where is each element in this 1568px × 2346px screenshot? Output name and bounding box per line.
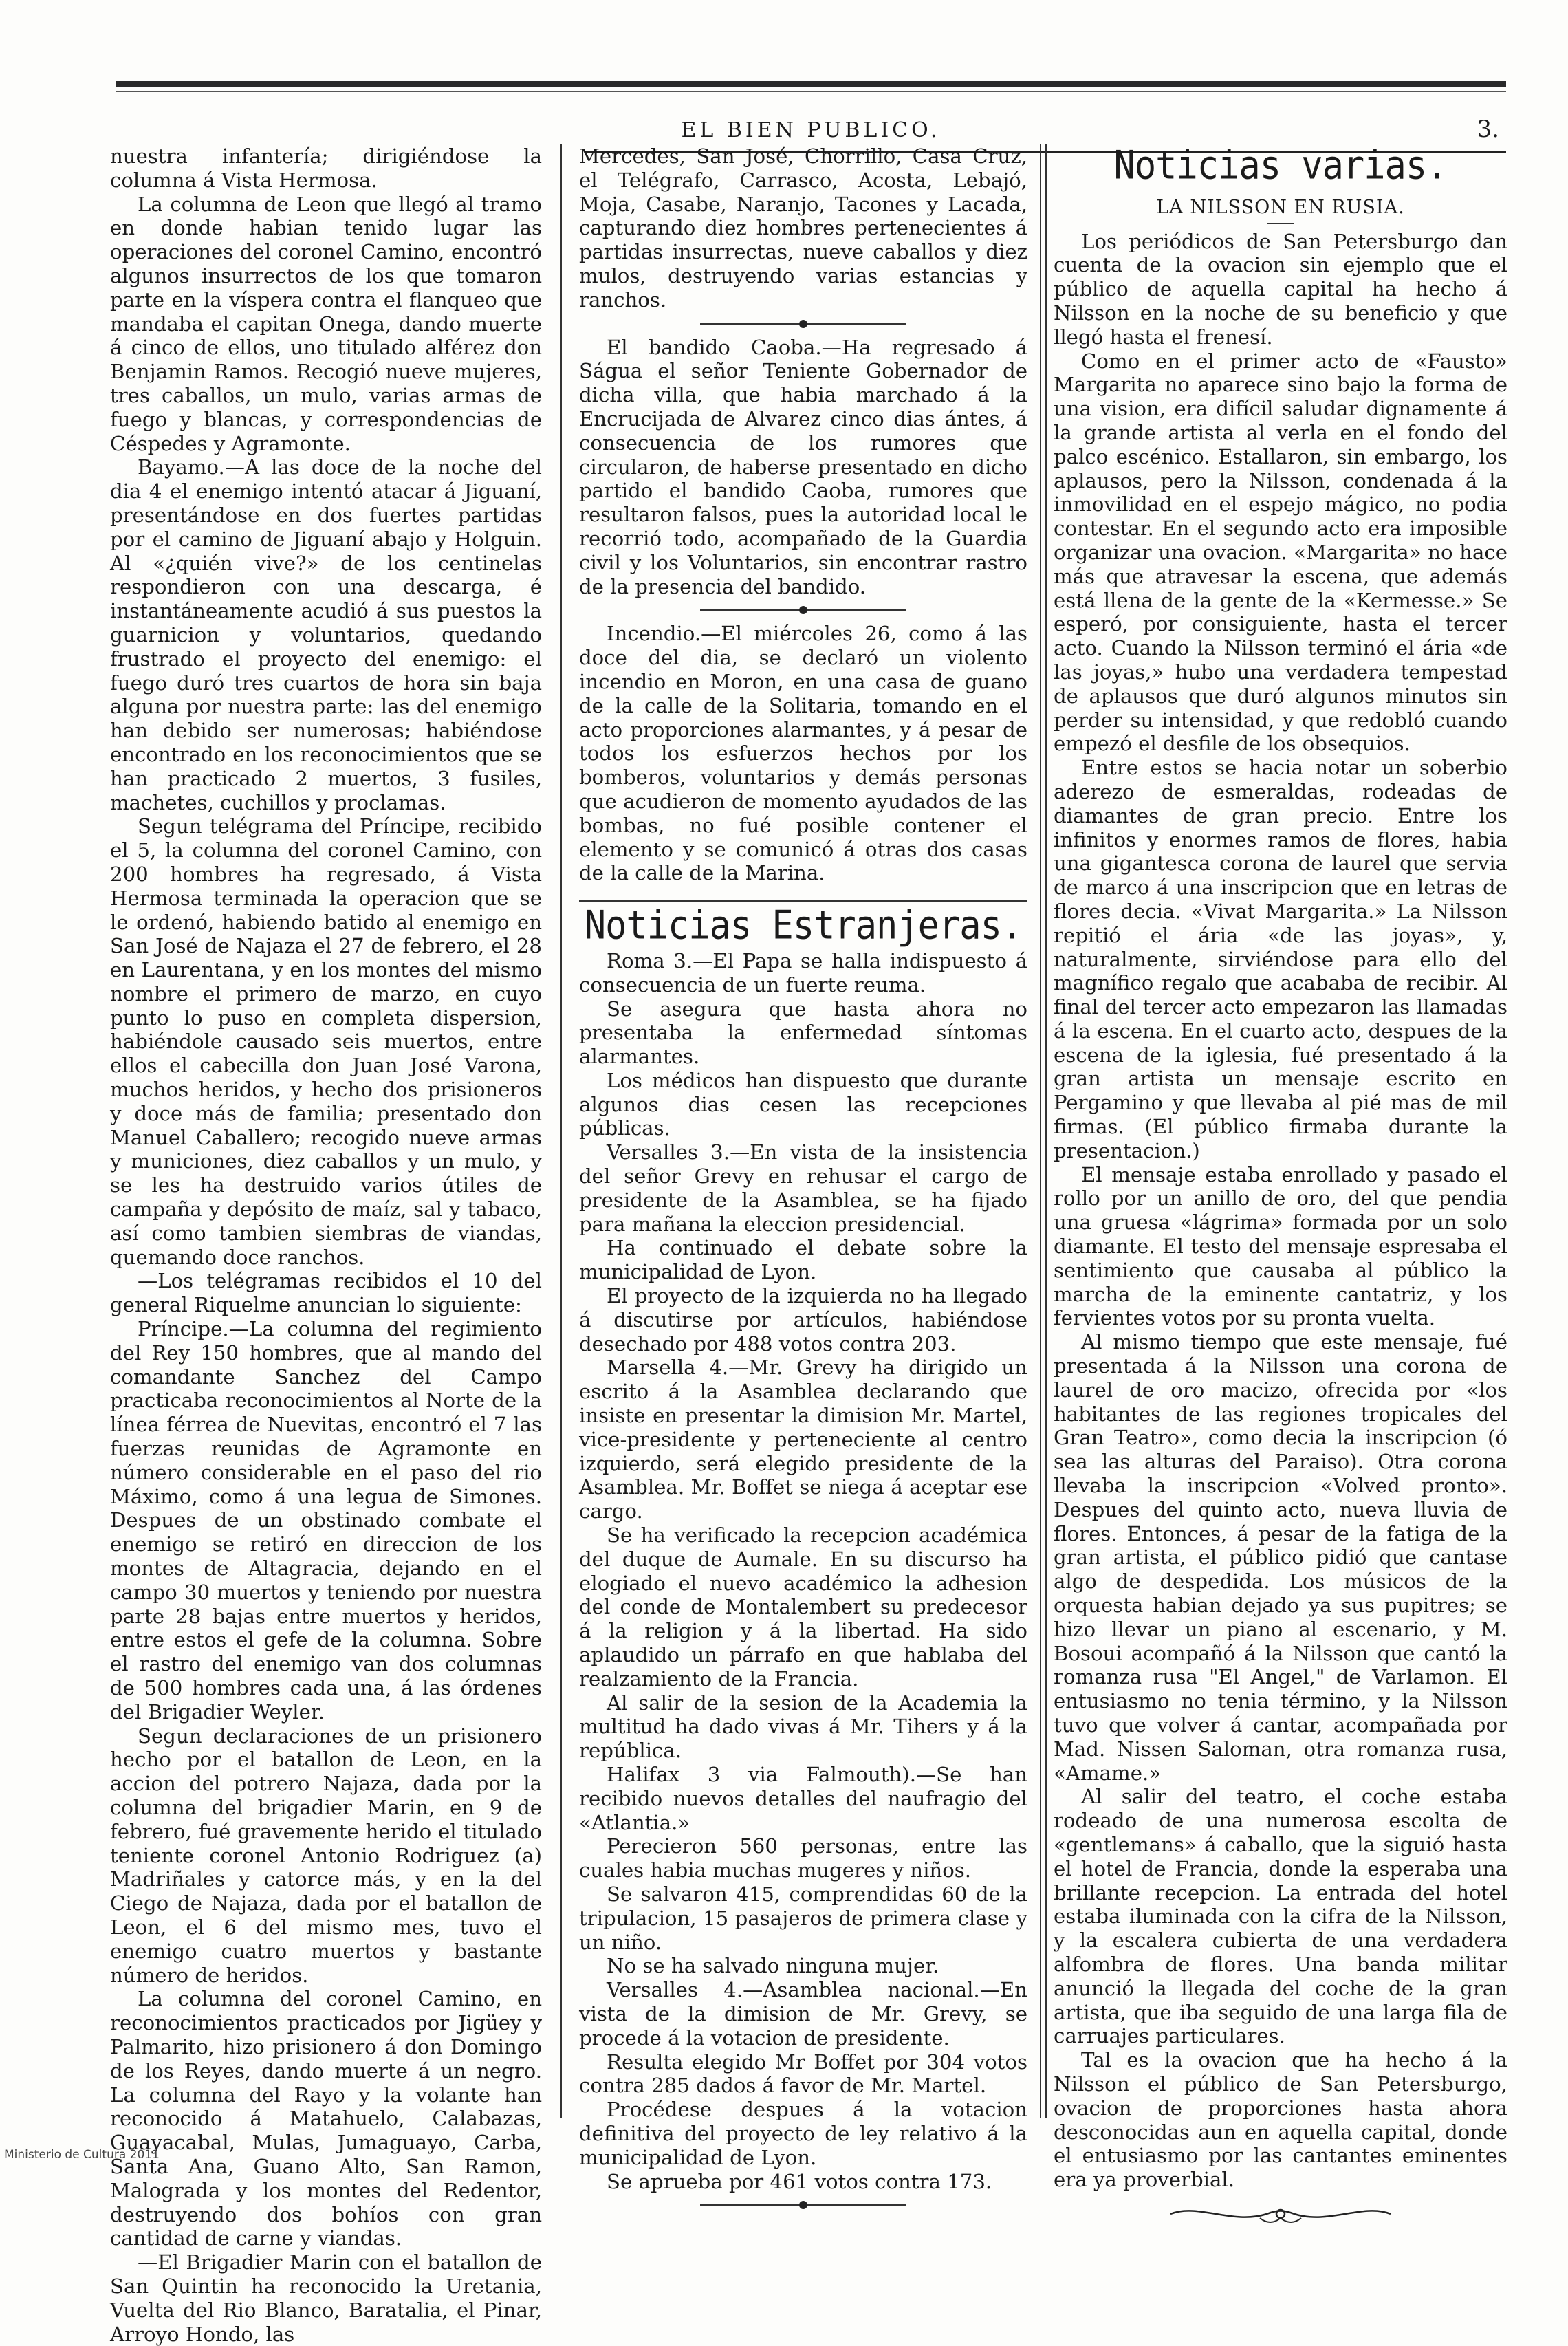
article-paragraph: La columna del coronel Camino, en reconocimientos practicados por Jigüey y Palmarito, hizo prisionero á don Domingo de los Reyes, dando muerte á un negro. La columna del Rayo y la volante han reconocido á Matahuelo, Calabazas, Guayacabal, Mulas, Jumaguayo, Carba, Santa Ana, Guano Alto, San Ramon, Malograda y los montes del Redentor, destruyendo dos bohíos con gran cantidad de carne y viandas. (110, 1987, 542, 2250)
section-heading-foreign-news: Noticias Estranjeras. (584, 903, 1023, 949)
article-paragraph: Se asegura que hasta ahora no presentaba la enfermedad síntomas alarmantes. (579, 997, 1027, 1069)
article-paragraph: Los periódicos de San Petersburgo dan cuenta de la ovacion sin ejemplo que el público de aquella capital ha hecho á Nilsson en la noche de su beneficio y que llegó hasta el frenesí. (1054, 229, 1507, 349)
ornamental-separator (579, 598, 1027, 622)
top-thin-rule (116, 91, 1506, 92)
article-paragraph: Al mismo tiempo que este mensaje, fué presentada á la Nilsson una corona de laurel de oro macizo, ofrecida por «los habitantes de las regiones tropicales del Gran Teatro», como decia la inscripcion (ó sea las alturas del Paraiso). Otra corona llevaba la inscripcion «Volved pronto». Despues del quinto acto, nueva lluvia de flores. Entonces, á pesar de la fatiga de la gran artista, el público pidió que cantase algo de despedida. Los músicos de la orquesta habian dejado ya sus pupitres; se hizo llevar un piano al escenario, y M. Bosoui acompañó á la Nilsson que cantó la romanza rusa "El Angel," de Varlamon. El entusiasmo no tenia término, y la Nilsson tuvo que volver á cantar, acompañada por Mad. Nissen Saloman, otra romanza rusa, «Amame.» (1054, 1330, 1507, 1785)
article-paragraph: Mercedes, San José, Chorrillo, Casa Cruz, el Telégrafo, Carrasco, Acosta, Lebajó, Moja, Casabe, Naranjo, Tacones y Lacada, capturando diez hombres pertenecientes á partidas insurrectas, nueve caballos y diez mulos, destruyendo varias estancias y ranchos. (579, 144, 1027, 312)
footer-credit: Ministerio de Cultura 2011 (4, 2148, 160, 2162)
section-heading-various-news: Noticias varias. (1113, 142, 1448, 188)
column-3 (1054, 144, 1507, 2233)
ornamental-separator (579, 2193, 1027, 2217)
article-paragraph: nuestra infantería; dirigiéndose la columna á Vista Hermosa. (110, 144, 542, 192)
article-paragraph: —El Brigadier Marin con el batallon de San Quintin ha reconocido la Uretania, Vuelta del Rio Blanco, Baratalia, el Pinar, Arroyo Hondo, las (110, 2250, 542, 2346)
article-paragraph: Segun telégrama del Príncipe, recibido el 5, la columna del coronel Camino, con 200 hombres ha regresado, á Vista Hermosa terminada la operacion que se le ordenó, habiendo batido al enemigo en San José de Najaza el 27 de febrero, el 28 en Laurentana, y en los montes del mismo nombre el primero de marzo, en cuyo punto lo puso en completa dispersion, habiéndole causado seis muertos, entre ellos el cabecilla don Juan José Varona, muchos heridos, y hecho dos prisioneros y doce más de familia; presentado don Manuel Caballero; recogido nueve armas y municiones, diez caballos y un mulo, y se les ha destruido varios útiles de campaña y depósito de maíz, sal y tabaco, así como tambien siembras de viandas, quemando doce ranchos. (110, 814, 542, 1269)
article-paragraph: Roma 3.—El Papa se halla indispuesto á consecuencia de un fuerte reuma. (579, 948, 1027, 997)
article-paragraph: Segun declaraciones de un prisionero hecho por el batallon de Leon, en la accion del potrero Najaza, dada por la columna del brigadier Marin, en 9 de febrero, fué gravemente herido el titulado teniente coronel Antonio Rodriguez (a) Madriñales y catorce más, y en la del Ciego de Najaza, dada por el batallon de Leon, el 6 del mismo mes, tuvo el enemigo cuatro muertos y bastante número de heridos. (110, 1724, 542, 1987)
article-paragraph: Al salir del teatro, el coche estaba rodeado de una numerosa escolta de «gentlemans» á caballo, que la siguió hasta el hotel de Francia, donde la esperaba una brillante recepcion. La entrada del hotel estaba iluminada con la cifra de la Nilsson, y la escalera cubierta de una verdadera alfombra de flores. Una banda militar anunció la llegada del coche de la gran artista, que iba seguido de una larga fila de carruajes particulares. (1054, 1785, 1507, 2048)
article-paragraph: Tal es la ovacion que ha hecho á la Nilsson el público de San Petersburgo, ovacion de proporciones hasta ahora desconocidas aun en aquella capital, donde el entusiasmo por las cantantes eminentes era ya proverbial. (1054, 2048, 1507, 2192)
top-double-rule (116, 81, 1506, 87)
article-paragraph: Los médicos han dispuesto que durante algunos dias cesen las recepciones públicas. (579, 1068, 1027, 1140)
article-paragraph: Marsella 4.—Mr. Grevy ha dirigido un escrito á la Asamblea declarando que insiste en presentar la dimision Mr. Martel, vice-presidente y perteneciente al centro izquierdo, será elegido presidente de la Asamblea. Mr. Boffet se niega á aceptar ese cargo. (579, 1356, 1027, 1523)
article-subheading: LA NILSSON EN RUSIA. (1156, 196, 1405, 218)
article-paragraph: Al salir de la sesion de la Academia la multitud ha dado vivas á Mr. Tihers y á la república. (579, 1691, 1027, 1763)
flourish-icon (1157, 2200, 1404, 2228)
article-paragraph: Entre estos se hacia notar un soberbio aderezo de esmeraldas, rodeadas de diamantes de gran precio. Entre los infinitos y enormes ramos de flores, habia una gigantesca corona de laurel que servia de marco á una inscripcion que en letras de flores decia. «Vivat Margarita.» La Nilsson repitió el ária «de las joyas», y, naturalmente, sirviéndose para ello del magnífico regalo que acababa de recibir. Al final del tercer acto empezaron las llamadas á la escena. En el cuarto acto, despues de la escena de la iglesia, fué presentado á la gran artista un mensaje escrito en Pergamino y que llevaba al pié mas de mil firmas. (El público firmaba durante la presentacion.) (1054, 756, 1507, 1162)
article-paragraph: Como en el primer acto de «Fausto» Margarita no aparece sino bajo la forma de una vision, era difícil saludar dignamente á la grande artista al verla en el fondo del palco escénico. Estallaron, sin embargo, los aplausos, pero la Nilsson, condenada á la inmovilidad en el espejo mágico, no podia contestar. En el segundo acto era imposible organizar una ovacion. «Margarita» no hace más que atravesar la escena, que además está llena de la gente de la «Kermesse.» Se esperó, por consiguiente, hasta el tercer acto. Cuando la Nilsson terminó el ária «de las joyas,» hubo una verdadera tempestad de aplausos que duró algunos minutos sin perder su intensidad, y que redobló cuando empezó el desfile de los obsequios. (1054, 349, 1507, 756)
article-paragraph: Versalles 3.—En vista de la insistencia del señor Grevy en rehusar el cargo de presidente de la Asamblea, se ha fijado para mañana la eleccion presidencial. (579, 1140, 1027, 1236)
subheading-dash (1267, 223, 1294, 224)
article-paragraph: Incendio.—El miércoles 26, como á las doce del dia, se declaró un violento incendio en Moron, en una casa de guano de la calle de la Solitaria, tomando en el acto proporciones alarmantes, y á pesar de todos los esfuerzos hechos por los bomberos, voluntarios y demás personas que acudieron de momento ayudados de las bombas, no fué posible contener el elemento y se comunicó á otras dos casas de la calle de la Marina. (579, 622, 1027, 885)
article-paragraph: Bayamo.—A las doce de la noche del dia 4 el enemigo intentó atacar á Jiguaní, presentándose en dos fuertes partidas por el camino de Jiguaní abajo y Holguin. Al «¿quién vive?» de los centinelas respondieron con una descarga, é instantáneamente acudió á sus puestos la guarnicion y voluntarios, quedando frustrado el proyecto del enemigo: el fuego duró tres cuartos de hora sin baja alguna por nuestra parte: las del enemigo han debido ser numerosas; habiéndose encontrado en los reconocimientos que se han practicado 2 muertos, 3 fusiles, machetes, cuchillos y proclamas. (110, 455, 542, 814)
article-paragraph: Procédese despues á la votacion definitiva del proyecto de ley relativo á la municipalidad de Lyon. (579, 2098, 1027, 2169)
section-rule (579, 900, 1027, 902)
article-paragraph: Príncipe.—La columna del regimiento del Rey 150 hombres, que al mando del comandante Sanchez del Campo practicaba reconocimientos al Norte de la línea férrea de Nuevitas, encontró el 7 las fuerzas reunidas de Agramonte en número considerable en el paso del rio Máximo, como á una legua de Simones. Despues de un obstinado combate el enemigo se retiró en direccion de los montes de Altagracia, dejando en el campo 30 muertos y teniendo por nuestra parte 28 bajas entre muertos y heridos, entre estos el gefe de la columna. Sobre el rastro del enemigo van dos columnas de 500 hombres cada una, á las órdenes del Brigadier Weyler. (110, 1317, 542, 1724)
article-paragraph: Halifax 3 via Falmouth).—Se han recibido nuevos detalles del naufragio del «Atlantia.» (579, 1763, 1027, 1834)
article-paragraph: Se ha verificado la recepcion académica del duque de Aumale. En su discurso ha elogiado el nuevo académico la adhesion del conde de Montalembert su predecesor á la religion y á la libertad. Ha sido aplaudido un párrafo en que hablaba del realzamiento de la Francia. (579, 1523, 1027, 1691)
column-1 (110, 144, 542, 2346)
article-paragraph: Se aprueba por 461 votos contra 173. (607, 2169, 992, 2193)
article-paragraph: Perecieron 560 personas, entre las cuales habia muchas mugeres y niños. (579, 1834, 1027, 1882)
article-paragraph: El bandido Caoba.—Ha regresado á Ságua el señor Teniente Gobernador de dicha villa, que habia marchado á la Encrucijada de Alvarez cinco dias ántes, á consecuencia de los rumores que circularon, de haberse presentado en dicho partido el bandido Caoba, rumores que resultaron falsos, pues la autoridad local le recorrió todo, acompañado de la Guardia civil y los Voluntarios, sin encontrar rastro de la presencia del bandido. (579, 335, 1027, 598)
article-paragraph: Versalles 4.—Asamblea nacional.—En vista de la dimision de Mr. Grevy, se procede á la votacion de presidente. (579, 1978, 1027, 2050)
column-divider-2b (1045, 144, 1047, 2118)
page-number: 3. (1477, 116, 1499, 143)
article-paragraph: Resulta elegido Mr Boffet por 304 votos contra 285 dados á favor de Mr. Martel. (579, 2050, 1027, 2098)
article-paragraph: El mensaje estaba enrollado y pasado el rollo por un anillo de oro, del que pendia una gruesa «lágrima» formada por un solo diamante. El testo del mensaje espresaba el sentimiento que causaba al público la marcha de la eminente cantatriz, y los fervientes votos por su pronta vuelta. (1054, 1162, 1507, 1330)
end-ornament-icon (1054, 2200, 1507, 2233)
ornamental-separator (579, 312, 1027, 336)
article-paragraph: —Los telégramas recibidos el 10 del general Riquelme anuncian lo siguiente: (110, 1269, 542, 1317)
article-paragraph: Ha continuado el debate sobre la municipalidad de Lyon. (579, 1236, 1027, 1284)
article-paragraph: La columna de Leon que llegó al tramo en donde habian tenido lugar las operaciones del coronel Camino, encontró algunos insurrectos de los que tomaron parte en la víspera contra el flanqueo que mandaba el capitan Onega, dando muerte á cinco de ellos, uno titulado alférez don Benjamin Ramos. Recogió nueve mujeres, tres caballos, un mulo, varias armas de fuego y blancas, y correspondencias de Céspedes y Agramonte. (110, 192, 542, 455)
newspaper-title: EL BIEN PUBLICO. (681, 118, 941, 142)
column-divider-2 (1040, 144, 1041, 2118)
article-paragraph: Se salvaron 415, comprendidas 60 de la tripulacion, 15 pasajeros de primera clase y un niño. (579, 1882, 1027, 1954)
article-paragraph: No se ha salvado ninguna mujer. (607, 1954, 939, 1978)
column-divider-1 (560, 144, 562, 2118)
column-2 (579, 144, 1027, 2217)
article-paragraph: El proyecto de la izquierda no ha llegado á discutirse por artículos, habiéndose desechado por 488 votos contra 203. (579, 1284, 1027, 1356)
